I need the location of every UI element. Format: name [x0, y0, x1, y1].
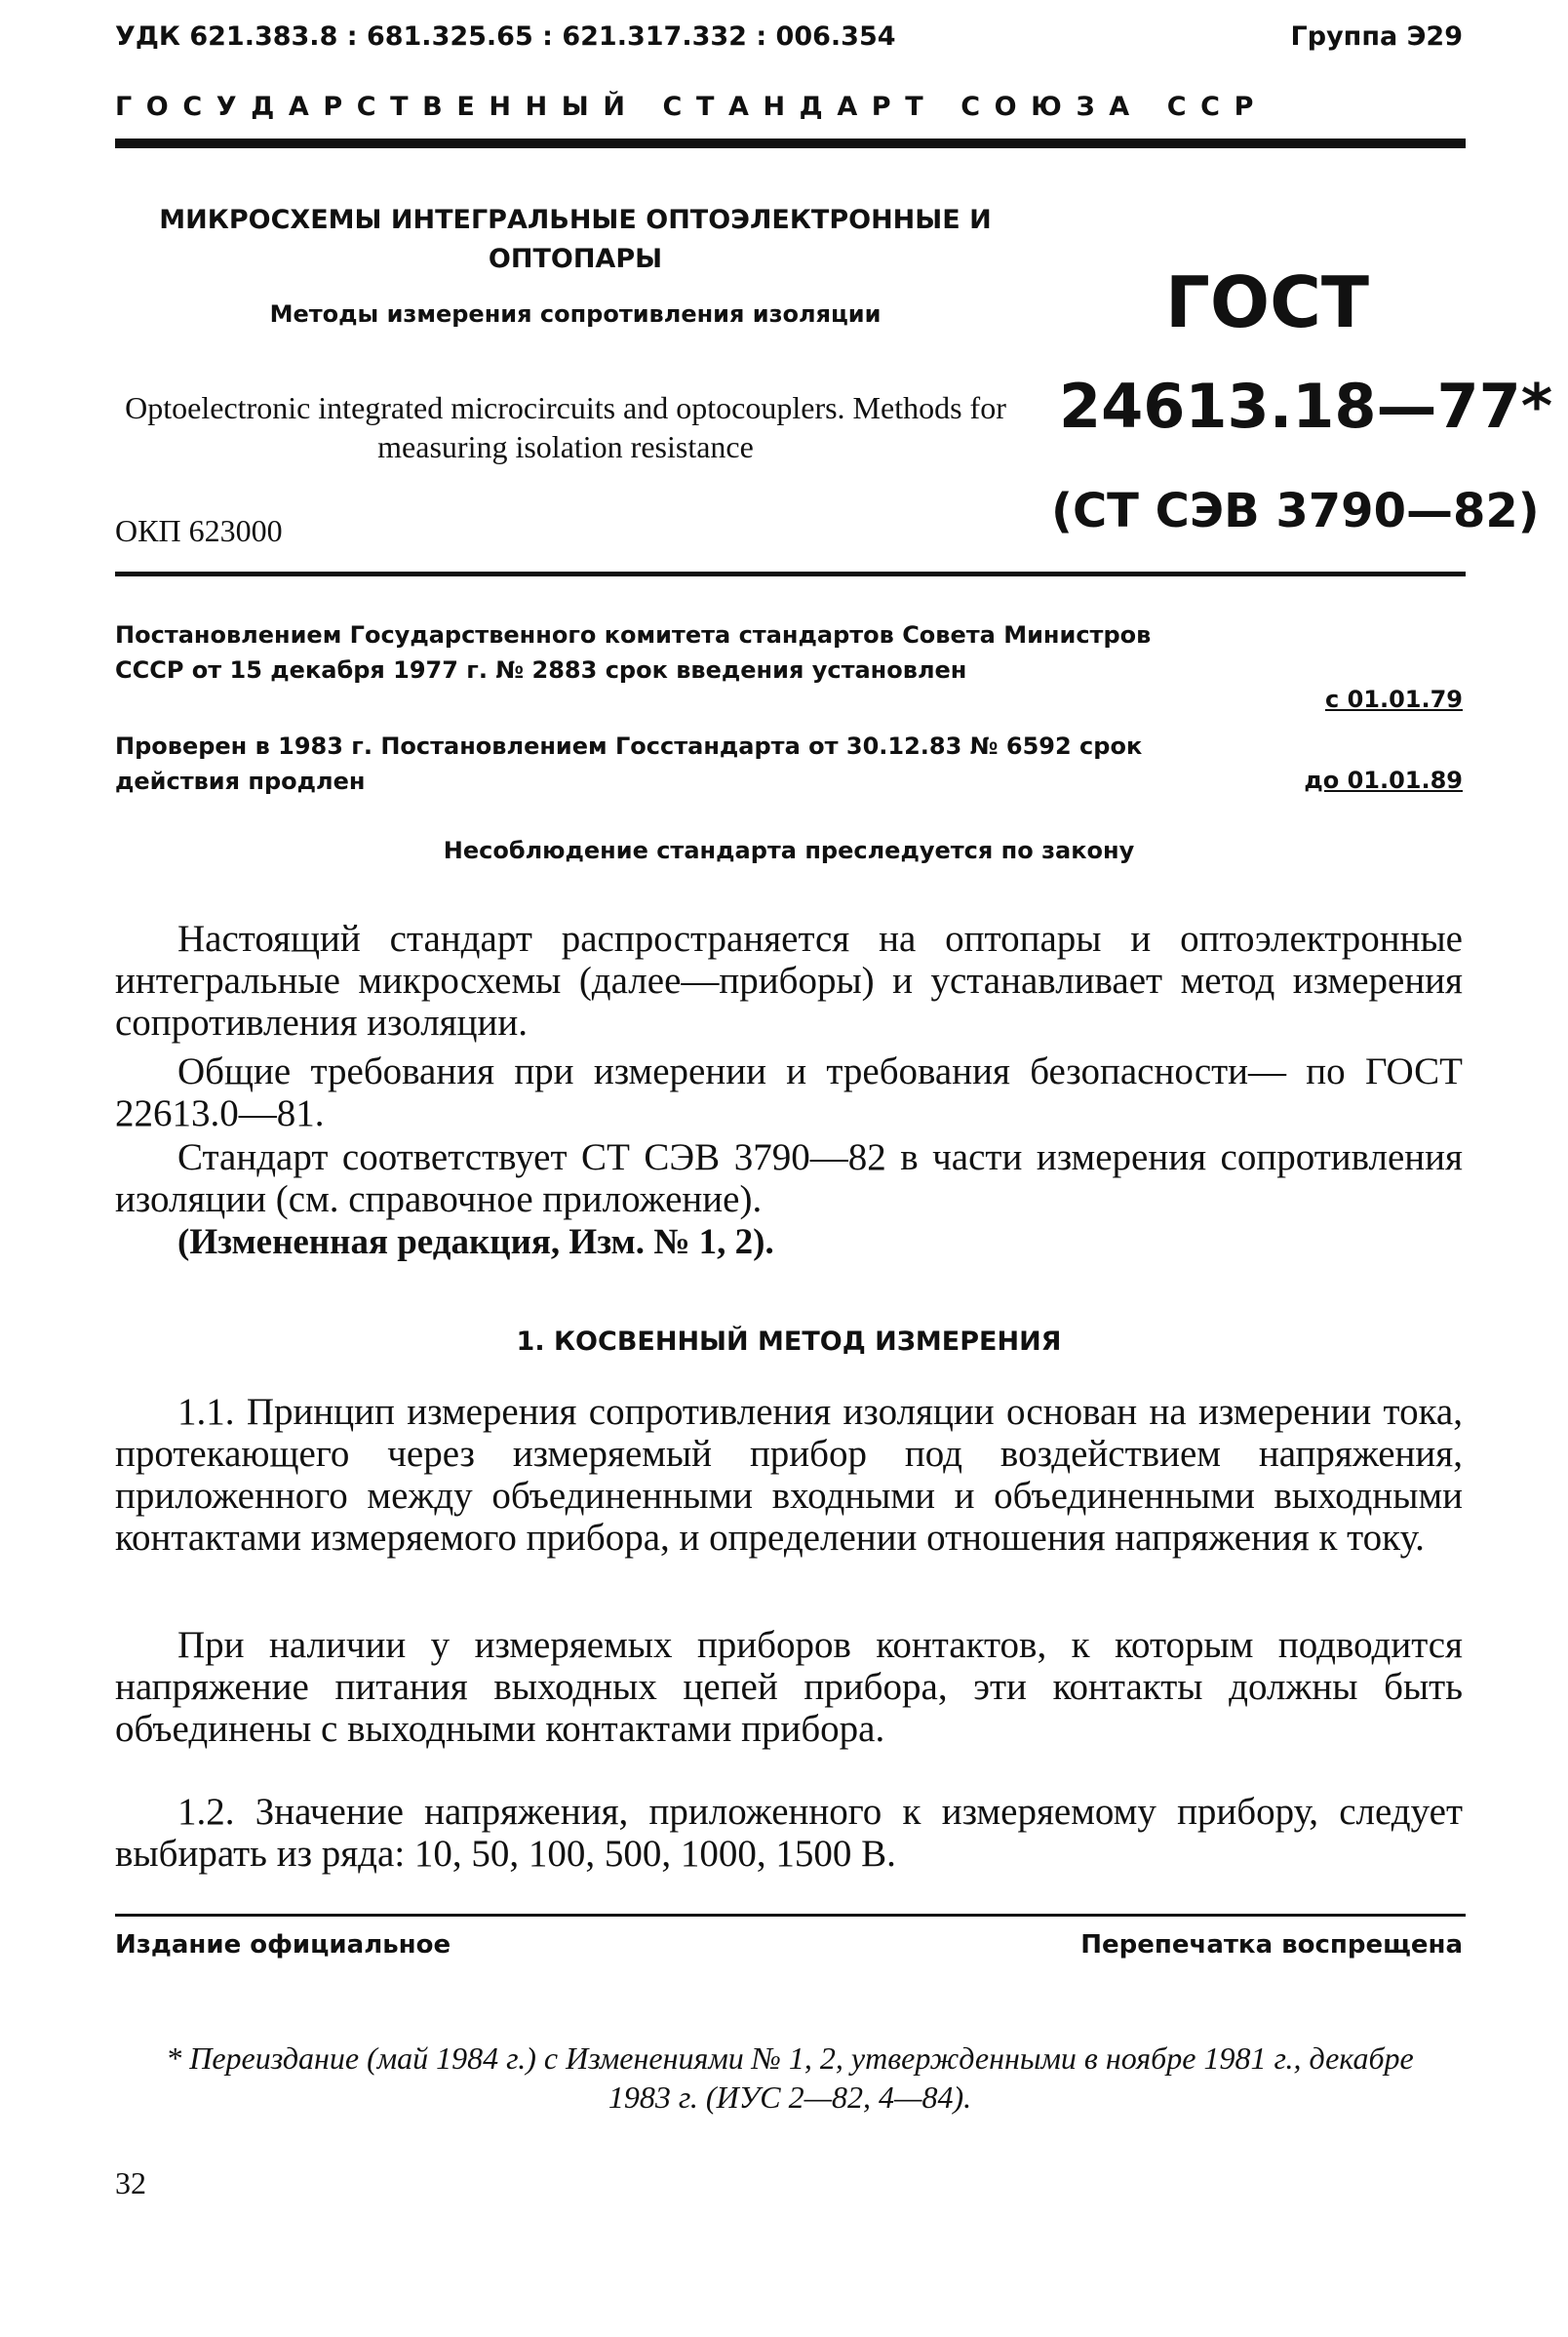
gost-number: 24613.18—77* [1059, 371, 1553, 442]
section-title: 1. КОСВЕННЫЙ МЕТОД ИЗМЕРЕНИЯ [516, 1327, 1062, 1357]
reprint-prohibited: Перепечатка воспрещена [1080, 1930, 1463, 1960]
page-number: 32 [115, 2165, 146, 2200]
paragraph-scope: Настоящий стандарт распространяется на оптопары и оптоэлектронные интегральные микросхемы (далее—приборы) и устанавливает метод измерения сопротивления изоляции. [115, 918, 1463, 1044]
union-standard-heading: ГОСУДАРСТВЕННЫЙ СТАНДАРТ СОЮЗА ССР [115, 92, 1268, 122]
udk-code: УДК 621.383.8 : 681.325.65 : 621.317.332 : 006.354 [115, 21, 896, 52]
title-russian-subtitle: Методы измерения сопротивления изоляции [269, 300, 882, 328]
expiry-date: до 01.01.89 [1304, 767, 1463, 794]
okp-code: ОКП 623000 [115, 513, 283, 548]
top-thick-rule [115, 139, 1466, 148]
decree-text: Постановлением Государственного комитета стандартов Совета Министров СССР от 15 декабря 1977 г. № 2883 срок введения установлен [115, 621, 1152, 684]
paragraph-st-sev-compliance: Стандарт соответствует СТ СЭВ 3790—82 в части измерения сопротивления изоляции (см. справочное приложение). [115, 1136, 1463, 1220]
checked-text: Проверен в 1983 г. Постановлением Госстандарта от 30.12.83 № 6592 срок действия продлен [115, 733, 1143, 795]
legal-warning: Несоблюдение стандарта преследуется по закону [443, 837, 1135, 864]
paragraph-general-requirements: Общие требования при измерении и требования безопасности— по ГОСТ 22613.0—81. [115, 1050, 1463, 1134]
paragraph-1-2: 1.2. Значение напряжения, приложенного к измеряемому прибору, следует выбирать из ряда: 10, 50, 100, 500, 1000, 1500 В. [115, 1791, 1463, 1875]
footer-rule [115, 1914, 1466, 1917]
title-english: Optoelectronic integrated microcircuits and optocouplers. Methods for measuring isolation resistance [125, 390, 1006, 464]
paragraph-amendment-note: (Измененная редакция, Изм. № 1, 2). [177, 1222, 774, 1262]
group-code: Группа Э29 [1290, 21, 1463, 52]
footnote: * Переиздание (май 1984 г.) с Изменениями № 1, 2, утвержденными в ноябре 1981 г., декабре 1983 г. (ИУС 2—82, 4—84). [166, 2040, 1414, 2115]
paragraph-supply-contacts: При наличии у измеряемых приборов контактов, к которым подводится напряжение питания выходных цепей прибора, эти контакты должны быть объединены с выходными контактами прибора. [115, 1624, 1463, 1750]
paragraph-1-1: 1.1. Принцип измерения сопротивления изоляции основан на измерении тока, протекающего через измеряемый прибор под воздействием напряжения, приложенного между объединенными входными и объединенными выходными контактами измеряемого прибора, и определении отношения напряжения к току. [115, 1391, 1463, 1559]
title-russian: МИКРОСХЕМЫ ИНТЕГРАЛЬНЫЕ ОПТОЭЛЕКТРОННЫЕ И ОПТОПАРЫ [159, 205, 992, 274]
gost-label: ГОСТ [1165, 261, 1370, 343]
st-sev-number: (СТ СЭВ 3790—82) [1051, 484, 1540, 538]
header-rule [115, 572, 1466, 576]
official-edition: Издание официальное [115, 1930, 451, 1960]
effective-date: с 01.01.79 [1324, 686, 1463, 713]
